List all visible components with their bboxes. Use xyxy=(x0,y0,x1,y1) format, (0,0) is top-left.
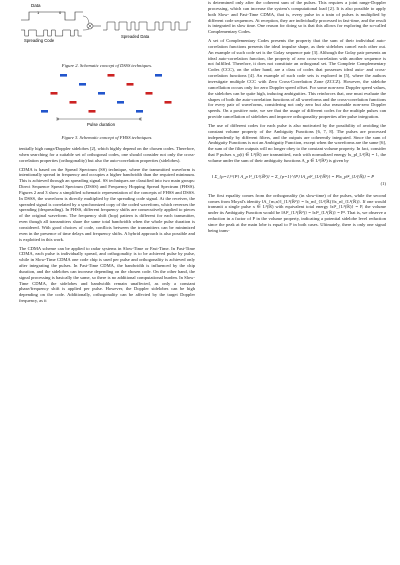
right-column xyxy=(208,0,386,234)
frequency-hop-block xyxy=(89,110,96,113)
fhss-diagram xyxy=(19,68,195,130)
left-paragraph-3: The CDMA scheme can be applied to radar systems in Slow-Time or Fast-Time. In Fast-Time CDMA, each pulse is individually spread, and orthogonality is to be achieved pulse by pulse, while in Slow-Time CDMA one code chip is used per pulse and orthogonality is achieved only after integrating the pulses. In Fast-Time CDMA, the bandwidth is influenced by the chip duration, and the sidelobes can increase depending on the chosen code. On the other hand, the signal processing is basically the same, so there is no additional computational burden. In Slow-Time CDMA, the sidelobes and bandwidth remain unaffected, as only a constant phase/frequency shift is applied per pulse. However, the Doppler sidelobes can be high depending on the code. Additionally, orthogonality can be affected by the target Doppler frequency, as it xyxy=(19,245,195,304)
equation-body: ‖ Σ_{p=1}^{P} A_p ‖²_{L²(ℝ²)} = Σ_{p=1}^{P} ‖A_p‖²_{L²(ℝ²)} = P‖x_p‖⁴_{L²(ℝ)} = P xyxy=(212,173,375,179)
right-paragraph-3: The use of different codes for each pulse is also motivated by the possibility of avoiding the constant volume property of the Ambiguity Functions [6, 7, 8]. The pulses are processed independently by different filters, and the outputs are coherently integrated. Since the sum of Ambiguity Functions is not an Ambiguity Function, except when the waveforms are the same [6], the sum of the filter outputs will no longer obey to the constant volume property. In fact, consider that P pulses x_p(t) ∈ L²(ℝ) are transmitted, each with normalized energy ‖x_p‖_L²(ℝ) = 1, the volume under the sum of their ambiguity functions A_p ∈ L²(ℝ²) is given by xyxy=(208,122,386,163)
one-label: 1 xyxy=(37,10,40,15)
data-waveform xyxy=(21,12,83,20)
spreaded-data-label: Spreaded Data xyxy=(121,34,150,39)
frequency-hop-block xyxy=(146,92,153,95)
left-column xyxy=(19,0,195,304)
left-paragraph-1: tentially high range/Doppler sidelobes [2], which highly depend on the chosen codes. Therefore, when searching for a suitable set of orthogonal codes, one should consider not only the cross-correlation properties (orthogonality) but also the auto-correlation properties (sidelobes). xyxy=(19,146,195,163)
frequency-hop-block xyxy=(136,110,143,113)
figure-3 xyxy=(19,68,195,140)
frequency-hop-block xyxy=(79,83,86,86)
frequency-hop-block xyxy=(155,74,162,77)
frequency-hop-block xyxy=(165,101,172,104)
spreaded-data-waveform xyxy=(103,22,191,30)
figure-3-caption: Figure 3. Schematic concept of FHSS techniques. xyxy=(61,135,153,140)
right-paragraph-2: A set of Complementary Codes presents the property that the sum of their individual auto-correlation functions presents the ideal impulse shape, as their sidelobes cancel each other out. An example of such code set is the Golay sequence pair [3]. Although the Golay pair presents an ideal auto-correlation function, the property of zero cross-correlation with another sequence is not fulfilled. Therefore, it does not constitute an orthogonal set. The Complete Complementary Codes (CCC), on the other hand, are a class of codes that possesses ideal auto- and cross-correlation functions [4]. An example of such code sets is explored in [5], where the authors investigate multiple CCC with Zero Cross-Correlation Zone (ZCCZ). However, the sidelobe cancellation occurs only for zero Doppler speed offset. For some non-zero Doppler speed values, the sidelobes can be quite high, inducing ambiguities. This reinforces that, one must evaluate the shapes of both the auto-correlation functions of all waveforms and the cross-correlation functions for every pair of waveforms, considering not only zero but also reasonable non-zero Doppler speeds. On a positive note, we see that the usage of different codes for the multiple pulses can provide cancellation of sidelobes and improve orthogonality properties after pulse integration. xyxy=(208,38,386,120)
frequency-hop-block xyxy=(60,74,67,77)
frequency-hop-block xyxy=(51,92,58,95)
frequency-hop-block xyxy=(41,110,48,113)
figure-2-caption: Figure 2. Schematic concept of DSSS techniques. xyxy=(61,63,153,68)
right-paragraph-1: is determined only after the coherent sum of the pulses. This requires a joint range-Doppler processing, which can increase the system's computational load [2]. It is also possible to apply both Slow- and Fast-Time CDMA, that is, every pulse in a train of pulses is multiplied by different code sequences. At reception, they are individually processed in fast-time, and the result is integrated in slow time. One reason for doing so is that this allows for exploring the so-called Complementary Codes. xyxy=(208,0,386,35)
frequency-hop-block xyxy=(127,83,134,86)
frequency-hop-block xyxy=(70,101,77,104)
zero-label: 0 xyxy=(59,10,62,15)
left-paragraph-2: CDMA is based on the Spread Spectrum (SS) technique, where the transmitted waveform is intentionally spread in frequency and occupies a higher bandwidth than the required minimum. This is achieved through an spreading signal. SS techniques are classified into two main groups: Direct Sequence Spread Spectrum (DSSS) and Frequency Hopping Spread Spectrum (FHSS). Figures 2 and 3 show a simplified schematic representation of the concepts of FHSS and DSSS. In DSSS, the waveform is directly multiplied by the spreading code signal. At the receiver, the spreaded signal is correlated by a synchronized copy of the coded waveform, which reverses the spreading (despreading). In FHSS, different frequency shifts are consecutively applied to pieces of the original waveform. The frequency shift (hop) pattern is different for each transmitter, even though all transmitters share the same total bandwidth when the whole pulse duration is considered. With good choices of code, conflicts between the transmitters can be minimized even in the presence of time delays and frequency shifts. A hybrid approach is also possible and is exploited in this work. xyxy=(19,166,195,242)
figure-2 xyxy=(19,0,195,66)
data-label: Data xyxy=(31,3,41,8)
right-paragraph-4: The first equality comes from the orthogonality (in slow-time) of the pulses, while the second comes from Moyal's identity ‖A_{m,n}‖_{L²(ℝ²)} = ‖x_m‖_{L²(ℝ)}‖x_n‖_{L²(ℝ)}. If one would transmit a single pulse x ∈ L²(ℝ) with equivalent total energy ‖x‖²_{L²(ℝ)} = P, the volume under its Ambiguity Function would be ‖A‖²_{L²(ℝ²)} = ‖x‖⁴_{L²(ℝ)} = P². That is, we observe a reduction in a factor of P in the volume property, indicating a potential sidelobe level reduction since the peak at the main lobe is equal to P in both cases. Ultimately, there is only one signal being trans- xyxy=(208,192,386,233)
equation-1 xyxy=(208,166,386,190)
frequency-hop-block xyxy=(98,92,105,95)
pulse-duration-label: Pulse duration xyxy=(87,122,116,127)
equation-number: (1) xyxy=(380,180,386,186)
frequency-hop-block xyxy=(117,101,124,104)
spreading-code-label: Spreading Code xyxy=(24,38,55,43)
frequency-hop-block xyxy=(108,74,115,77)
dsss-diagram xyxy=(19,0,195,58)
spreading-code-waveform xyxy=(21,30,82,36)
